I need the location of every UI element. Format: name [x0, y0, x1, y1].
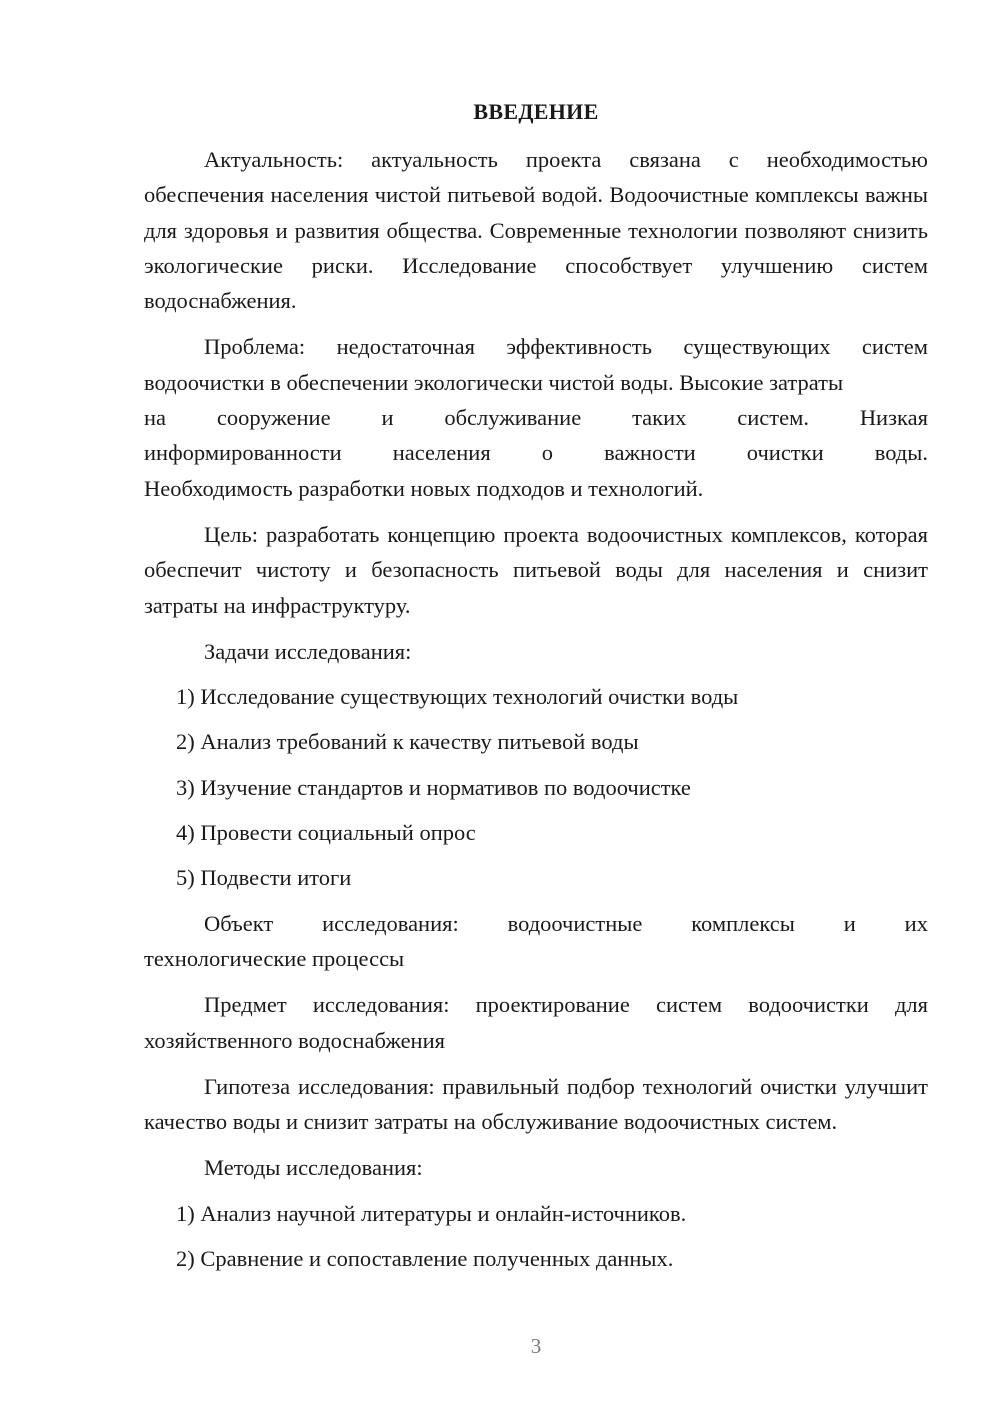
list-item: 1) Исследование существующих технологий очистки воды [176, 684, 739, 710]
list-item: 2) Сравнение и сопоставление полученных данных. [176, 1246, 674, 1272]
hypothesis-paragraph: Гипотеза исследования: правильный подбор технологий очистки улучшит качество воды и снизит затраты на обслуживание водоочистных систем. [144, 1073, 928, 1135]
problem-text: Проблема: недостаточная эффективность существующих систем водоочистки в обеспечении экологически чистой воды. Высокие затраты [144, 334, 928, 395]
problem-paragraph [144, 329, 928, 505]
list-item: 3) Изучение стандартов и нормативов по водоочистке [176, 774, 691, 800]
document-body [144, 142, 928, 1276]
section-heading: ВВЕДЕНИЕ [473, 99, 599, 124]
object-line-1: Объект исследования: водоочистные комплексы и их [204, 910, 928, 936]
list-item: 4) Провести социальный опрос [176, 820, 476, 846]
tasks-title: Задачи исследования: [204, 638, 412, 664]
goal-paragraph: Цель: разработать концепцию проекта водоочистных комплексов, которая обеспечит чистоту и безопасность питьевой воды для населения и снизит затраты на инфраструктуру. [144, 521, 928, 618]
problem-line-4: информированности населения о важности очистки воды. [144, 440, 928, 466]
list-item: 2) Анализ требований к качеству питьевой воды [176, 729, 639, 755]
list-item: 1) Анализ научной литературы и онлайн-источников. [176, 1200, 687, 1226]
problem-line-3: на сооружение и обслуживание таких систем. Низкая [144, 405, 928, 431]
object-paragraph [144, 906, 928, 977]
page-number: 3 [530, 1334, 542, 1358]
methods-list [144, 1196, 928, 1277]
tasks-list [144, 679, 928, 895]
relevance-paragraph: Актуальность: актуальность проекта связана с необходимостью обеспечения населения чистой питьевой водой. Водоочистные комплексы важны для здоровья и развития общества. Современные технологии позволяют снизить экологические риски. Исследование способствует улучшению систем водоснабжения. [144, 147, 928, 314]
subject-paragraph: Предмет исследования: проектирование систем водоочистки для хозяйственного водоснабжения [144, 992, 928, 1053]
problem-line-5: Необходимость разработки новых подходов и технологий. [144, 475, 704, 501]
list-item: 5) Подвести итоги [176, 865, 352, 891]
methods-title: Методы исследования: [204, 1155, 423, 1181]
object-line-2: технологические процессы [144, 945, 405, 971]
